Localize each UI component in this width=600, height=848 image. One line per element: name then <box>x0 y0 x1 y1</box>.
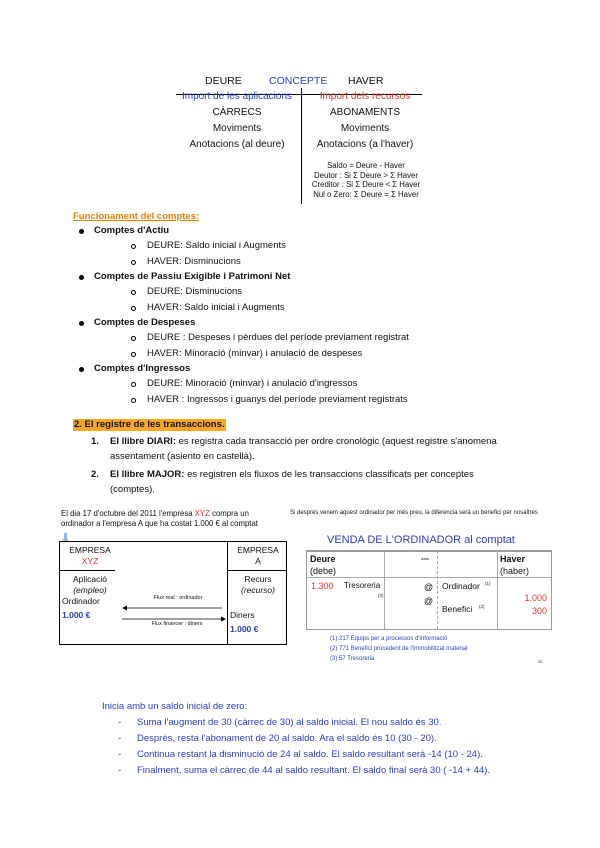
empresa-diagram <box>59 541 287 645</box>
venda-head-rule <box>307 577 551 578</box>
venda-note: Si després venem aquest ordinador per més preu, la diferencia serà un benefici per nosaltres <box>290 510 538 516</box>
group-item: HAVER: Saldo inicial i Augments <box>147 302 285 313</box>
venda-title: VENDA DE L'ORDINADOR al comptat <box>327 534 515 546</box>
group-label: Comptes d'Actiu <box>94 225 170 236</box>
venda-tresoreria-label: Tresoreria <box>344 581 381 590</box>
venda-tresoreria-ref: (3) <box>378 593 384 598</box>
t-left-line: Anotacions (al deure) <box>189 139 285 150</box>
saldo-line: Deutor : Si Σ Deure > Σ Haver <box>314 170 418 180</box>
circle-bullet-icon <box>131 306 136 311</box>
registre-item-cont: assentament (asiento en castellà). <box>110 451 255 462</box>
t-right-line: Anotacions (a l'haver) <box>316 139 414 150</box>
group-item: HAVER: Disminucions <box>147 256 241 267</box>
left-amount: 1.000 € <box>62 610 91 620</box>
registre-item <box>110 436 497 448</box>
registre-title: 2. El registre de les transaccions. <box>74 419 225 430</box>
circle-bullet-icon <box>131 352 136 357</box>
venda-note-line: (3) 57 Tresoreria <box>330 656 375 662</box>
venda-top-rule <box>307 551 551 552</box>
left-empresa-title: EMPRESA <box>69 545 111 555</box>
right-diners: Diners <box>230 610 255 620</box>
registre-item-label: El llibre MAJOR: <box>110 469 185 480</box>
registre-item-label: El llibre DIARI: <box>110 436 176 447</box>
saldo-line: Nul o Zero: Σ Deure = Σ Haver <box>313 189 419 199</box>
registre-item-cont: (comptes). <box>110 484 155 495</box>
saldo-item: Finalment, suma el càrrec de 44 al saldo resultant. El saldo final serà 30 ( -14 + 44). <box>137 765 490 776</box>
saldo-item: Suma l'augment de 30 (càrrec de 30) al saldo inicial. El nou saldo és 30. <box>137 717 442 728</box>
saldo-intro: Inicia amb un saldo inicial de zero: <box>102 701 248 712</box>
saldo-dash: - <box>118 765 122 776</box>
venda-haver-sub: (haber) <box>500 566 530 576</box>
saldo-line: Creditor : Si Σ Deure < Σ Haver <box>311 180 421 189</box>
venda-at-1: @ <box>424 582 434 592</box>
group-item: HAVER: Minoració (minvar) i anulació de despeses <box>147 348 363 359</box>
saldo-dash: - <box>118 733 122 744</box>
circle-bullet-icon <box>131 398 136 403</box>
venda-small-head: data <box>421 556 429 561</box>
left-line: (empleo) <box>73 585 107 595</box>
group-item: DEURE: Disminucions <box>147 286 243 297</box>
venda-benefici-ref: (2) <box>479 604 485 609</box>
t-left-line: Moviments <box>212 123 262 134</box>
registre-num: 2. <box>91 469 99 480</box>
group-label: Comptes d'Ingressos <box>94 363 191 374</box>
group-label: Comptes de Passiu Exigible i Patrimoni Net <box>94 271 291 282</box>
circle-bullet-icon <box>131 290 136 295</box>
venda-amount-r2: 300 <box>531 606 547 616</box>
right-empresa-title: EMPRESA <box>237 545 279 555</box>
venda-tresoreria <box>344 581 380 591</box>
flux-real-label: Flux real : ordinador <box>153 595 203 601</box>
venda-page-no: 25 <box>538 659 543 664</box>
circle-bullet-icon <box>131 382 136 387</box>
xyz-highlight: XYZ <box>194 509 210 518</box>
left-line: Aplicació <box>72 574 108 584</box>
venda-col-rule <box>384 551 385 629</box>
right-amount: 1.000 € <box>230 624 259 634</box>
saldo-dash: - <box>118 749 122 760</box>
t-left-line: CÀRRECS <box>212 107 262 118</box>
example-intro-1: El dia 17 d'octubre del 2011 l'empresa XYZ compra un <box>61 509 249 518</box>
group-item: HAVER : Ingressos i guanys del període previament registrats <box>147 394 408 405</box>
t-deure-label: DEURE <box>205 75 242 87</box>
t-right-line: ABONAMENTS <box>329 107 400 118</box>
venda-haver: Haver <box>500 554 526 564</box>
circle-bullet-icon <box>131 260 136 265</box>
saldo-item: Continua restant la disminució de 24 al saldo. El saldo resultant serà -14 (10 - 24). <box>137 749 483 760</box>
venda-notes <box>330 634 468 664</box>
venda-amount-r1: 1.000 <box>524 593 547 603</box>
arrow-right-icon <box>122 610 226 618</box>
bullet-icon <box>79 229 84 234</box>
bullet-icon <box>79 275 84 280</box>
saldo-line: Saldo = Deure - Haver <box>327 161 405 170</box>
saldo-rules <box>304 161 428 199</box>
venda-deure: Deure <box>310 554 336 564</box>
t-haver-label: HAVER <box>348 75 384 87</box>
arrow-left-icon <box>122 599 222 607</box>
bullet-icon <box>79 321 84 326</box>
circle-bullet-icon <box>131 336 136 341</box>
group-label: Comptes de Despeses <box>94 317 196 328</box>
group-item: DEURE : Despeses i pèrdues del període previament registrat <box>147 332 409 343</box>
venda-ordinador: Ordinador <box>442 581 480 591</box>
right-line: Recurs <box>244 574 272 584</box>
saldo-item: Després, resta l'abonament de 20 al saldo. Ara el saldo és 10 (30 - 20). <box>137 733 437 744</box>
registre-item-text: es registra cada transacció per ordre cronològic (aquest registre s'anomena <box>175 436 497 447</box>
bullet-icon <box>79 367 84 372</box>
registre-item <box>110 469 474 481</box>
left-line: Ordinador <box>62 596 100 606</box>
diagram-right-rule <box>227 570 287 571</box>
registre-item-text: es registren els fluxos de les transaccions classificats per conceptes <box>184 469 474 480</box>
venda-note-line: (2) 771 Benefici procedent de l'immobilitzat material <box>330 646 468 652</box>
saldo-dash: - <box>118 717 122 728</box>
registre-num: 1. <box>91 436 99 447</box>
t-concepte-label: CONCEPTE <box>269 75 328 87</box>
venda-note-line: (1) 217 Equips per a processos d'informació <box>330 636 448 642</box>
venda-at-2: @ <box>424 596 434 606</box>
venda-deure-sub: (debe) <box>310 566 337 576</box>
right-line: (recurso) <box>240 585 275 595</box>
flux-financer-label: Flux financer : diners <box>151 621 203 627</box>
diagram-left-rule <box>60 570 115 571</box>
group-item: DEURE: Saldo inicial i Augments <box>147 240 286 251</box>
group-item: DEURE: Minoració (minvar) i anulació d'ingressos <box>147 378 358 389</box>
venda-amount-left: 1.300 <box>311 581 334 591</box>
venda-benefici: Benefici <box>442 604 473 614</box>
venda-dash-rule <box>437 551 438 629</box>
venda-col-rule <box>497 551 498 629</box>
t-right-line: Import dels recursos <box>319 91 411 102</box>
right-empresa-sub: A <box>255 556 261 566</box>
venda-ordinador-ref: (1) <box>485 581 491 586</box>
circle-bullet-icon <box>131 244 136 249</box>
venda-table <box>306 550 552 630</box>
t-right-line: Moviments <box>340 123 390 134</box>
left-empresa-sub: XYZ <box>81 556 99 566</box>
t-right-column <box>303 89 427 153</box>
t-left-column <box>172 89 302 153</box>
down-arrow-icon <box>62 530 69 540</box>
example-intro <box>61 509 258 529</box>
funcionament-title: Funcionament del comptes: <box>73 211 200 222</box>
t-left-line: Import de les aplicacions <box>181 91 293 102</box>
example-intro-2: ordinador a l'empresa A que ha costat 1.000 € al comptat <box>61 519 258 528</box>
